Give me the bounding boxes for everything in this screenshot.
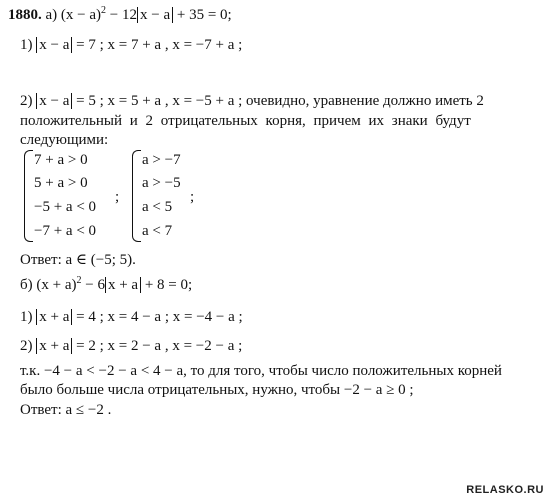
case-b2-abs: x + a	[36, 338, 72, 354]
equation-a-abs: x − a	[137, 7, 173, 23]
part-a-label: а)	[45, 7, 58, 23]
case-a2-line3: следующими:	[20, 132, 109, 148]
system-right-4: a < 7	[142, 223, 173, 239]
reasoning-line2: было больше числа отрицательных, нужно, чтобы −2 − a ≥ 0 ;	[20, 382, 414, 398]
case-b1-number: 1)	[20, 309, 33, 325]
case-b2	[20, 337, 242, 355]
system-end: ;	[190, 189, 195, 205]
part-b-mid: − 6	[81, 277, 105, 293]
reasoning-line1: т.к. −4 − a < −2 − a < 4 − a, то для того, чтобы число положительных корней	[20, 363, 502, 379]
system-separator: ;	[115, 189, 120, 205]
part-b-exponent: 2	[76, 275, 82, 286]
part-b-label: б)	[20, 277, 33, 293]
system-left-1: 7 + a > 0	[34, 152, 88, 168]
part-b-right: + 8 = 0;	[141, 277, 193, 293]
system-right-2: a > −5	[142, 175, 181, 191]
part-b-left: (x + a)	[36, 277, 77, 293]
site-watermark: RELASKO.RU	[466, 484, 544, 496]
equation-a-mid: − 12	[106, 7, 137, 23]
case-b1-rest: = 4 ; x = 4 − a ; x = −4 − a ;	[72, 309, 243, 325]
case-a2-abs: x − a	[36, 93, 72, 109]
answer-b: Ответ: a ≤ −2 .	[20, 402, 112, 418]
part-b-abs: x + a	[105, 277, 141, 293]
equation-a-left: (x − a)	[60, 7, 102, 23]
case-b2-rest: = 2 ; x = 2 − a , x = −2 − a ;	[72, 338, 243, 354]
case-a2-number: 2)	[20, 93, 33, 109]
case-a1-number: 1)	[20, 37, 33, 53]
case-b1-abs: x + a	[36, 309, 72, 325]
case-b1	[20, 308, 243, 326]
part-b-equation	[20, 276, 192, 294]
equation-a-exponent: 2	[101, 5, 107, 16]
system-left-4: −7 + a < 0	[34, 223, 97, 239]
equation-a-right: + 35 = 0;	[173, 7, 232, 23]
system-left-brace	[24, 150, 33, 242]
case-b2-number: 2)	[20, 338, 33, 354]
system-right-brace	[132, 150, 141, 242]
answer-a: Ответ: a ∈ (−5; 5).	[20, 252, 136, 268]
case-a2-line2: положительный и 2 отрицательных корня, причем их знаки будут	[20, 113, 471, 129]
case-a1	[20, 36, 242, 54]
system-left-2: 5 + a > 0	[34, 175, 88, 191]
problem-number: 1880.	[8, 7, 42, 23]
case-a2	[20, 92, 484, 110]
system-left-3: −5 + a < 0	[34, 199, 97, 215]
problem-header	[8, 6, 232, 24]
case-a1-abs: x − a	[36, 37, 72, 53]
case-a1-rest: = 7 ; x = 7 + a , x = −7 + a ;	[72, 37, 243, 53]
system-right-1: a > −7	[142, 152, 181, 168]
system-right-3: a < 5	[142, 199, 173, 215]
case-a2-rest: = 5 ; x = 5 + a , x = −5 + a ; очевидно, уравнение должно иметь 2	[72, 93, 484, 109]
